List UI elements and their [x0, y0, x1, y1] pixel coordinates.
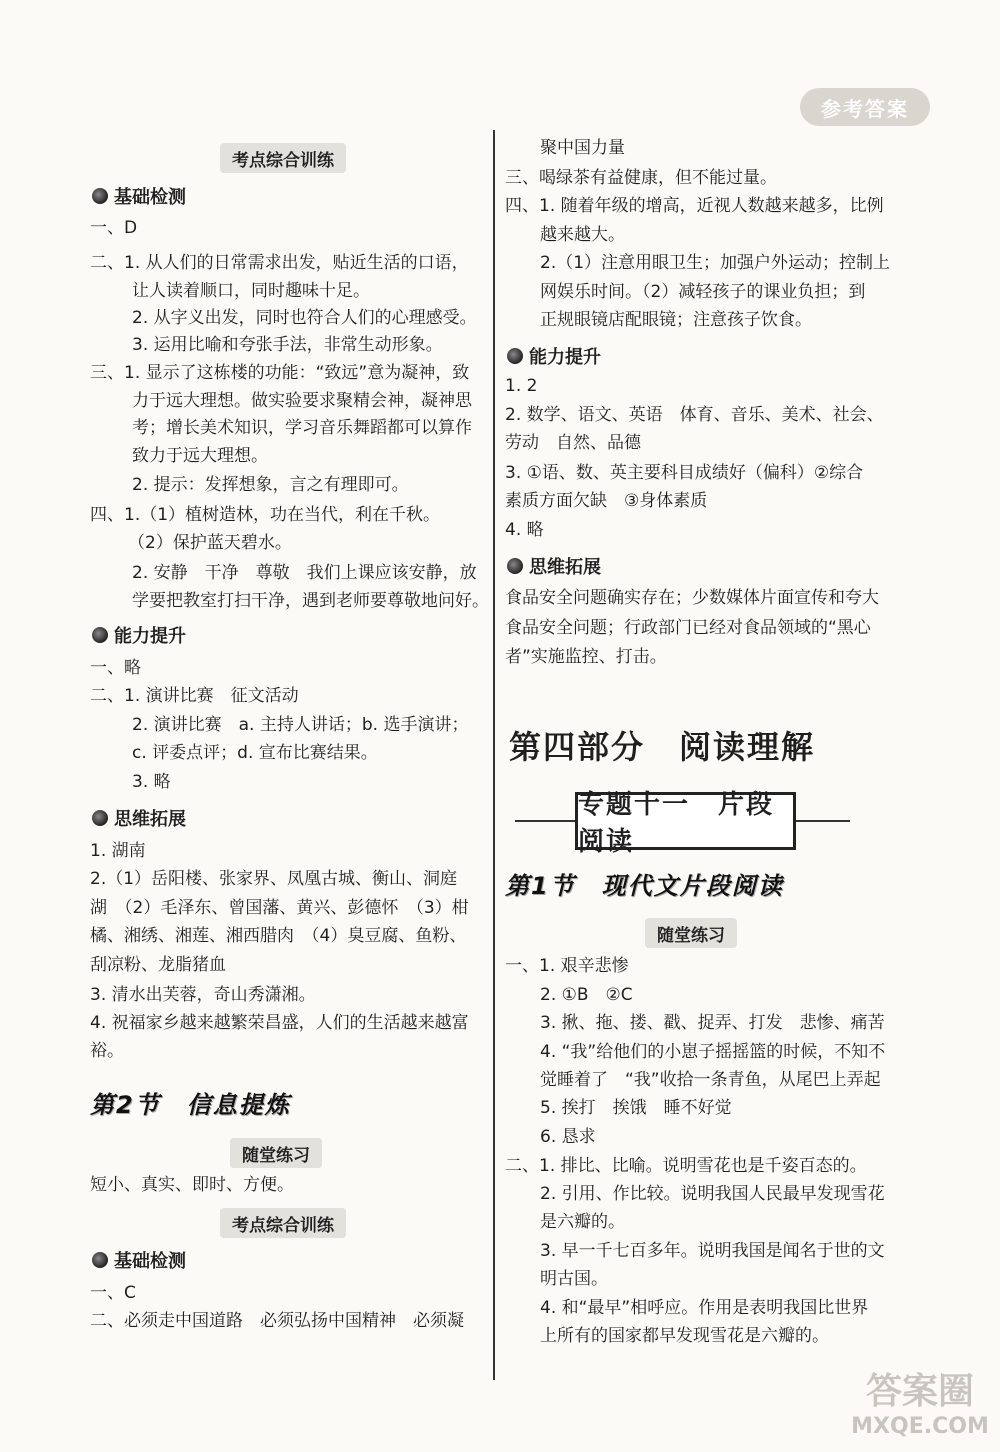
- answer-line: 食品安全问题确实存在；少数媒体片面宣传和夸大: [505, 588, 879, 608]
- answer-line: 考；增长美术知识，学习音乐舞蹈都可以算作: [132, 418, 472, 438]
- bullet-icon: [92, 627, 108, 643]
- answer-key-badge: 参考答案: [800, 88, 930, 126]
- answer-line: 三、1. 显示了这栋楼的功能：“致远”意为凝神，致: [90, 363, 470, 383]
- answer-line: 者”实施监控、打击。: [505, 647, 667, 667]
- section-heading-1: 第1节 现代文片段阅读: [505, 872, 784, 900]
- answer-line: 4. 略: [505, 520, 544, 540]
- answer-line: 1. 2: [505, 376, 538, 396]
- answer-line: 聚中国力量: [540, 138, 625, 158]
- answer-line: 劳动 自然、品德: [505, 433, 641, 453]
- section-box-practice: 随堂练习: [230, 1138, 322, 1168]
- bullet-icon: [507, 558, 523, 574]
- subhead-label: 思维拓展: [114, 809, 186, 830]
- answer-line: 二、1. 从人们的日常需求出发，贴近生活的口语，: [90, 253, 469, 273]
- answer-line: 3. 早一千七百多年。说明我国是闻名于世的文: [540, 1241, 885, 1261]
- answer-line: 一、1. 艰辛悲惨: [505, 956, 629, 976]
- answer-line: 6. 恳求: [540, 1127, 596, 1147]
- answer-line: 觉睡着了 “我”收拾一条青鱼，从尾巴上弄起: [540, 1070, 881, 1090]
- topic-banner: [515, 790, 850, 857]
- watermark-url: MXQE.COM: [851, 1414, 989, 1439]
- bullet-icon: [92, 1252, 108, 1268]
- answer-line: 2.（1）岳阳楼、张家界、凤凰古城、衡山、洞庭: [90, 869, 458, 889]
- answer-line: 3. 清水出芙蓉，奇山秀潇湘。: [90, 985, 316, 1005]
- answer-line: 4. 祝福家乡越来越繁荣昌盛，人们的生活越来越富: [90, 1013, 469, 1033]
- answer-line: （2）保护蓝天碧水。: [128, 533, 292, 553]
- subhead-label: 基础检测: [114, 1251, 186, 1272]
- bullet-icon: [92, 810, 108, 826]
- answer-line: 5. 挨打 挨饿 睡不好觉: [540, 1098, 732, 1118]
- answer-line: 一、C: [90, 1283, 136, 1303]
- answer-line: 2. ①B ②C: [540, 985, 633, 1005]
- part-title: 第四部分 阅读理解: [509, 728, 816, 766]
- answer-line: 食品安全问题；行政部门已经对食品领域的“黑心: [505, 618, 871, 638]
- answer-line: 2.（1）注意用眼卫生；加强户外运动；控制上: [540, 253, 891, 273]
- subhead-ability: [507, 343, 601, 369]
- subhead-label: 基础检测: [114, 187, 186, 208]
- column-divider: [493, 130, 495, 1380]
- answer-line: 3. 运用比喻和夸张手法，非常生动形象。: [132, 335, 443, 355]
- answer-line: 4. “我”给他们的小崽子摇摇篮的时候，不知不: [540, 1042, 886, 1062]
- answer-line: 湖 （2）毛泽东、曾国藩、黄兴、彭德怀 （3）柑: [90, 898, 469, 918]
- answer-line: 学要把教室打扫干净，遇到老师要尊敬地问好。: [132, 591, 489, 611]
- answer-line: 2. 从字义出发，同时也符合人们的心理感受。: [132, 308, 477, 328]
- subhead-label: 能力提升: [114, 626, 186, 647]
- subhead-basic: [92, 1247, 186, 1273]
- bullet-icon: [507, 348, 523, 364]
- answer-line: 1. 湖南: [90, 841, 146, 861]
- answer-line: 四、1. 随着年级的增高，近视人数越来越多，比例: [505, 196, 884, 216]
- section-box-comprehensive: 考点综合训练: [220, 1208, 346, 1238]
- answer-line: 2. 提示：发挥想象，言之有理即可。: [132, 475, 409, 495]
- bullet-icon: [92, 188, 108, 204]
- answer-line: 正规眼镜店配眼镜；注意孩子饮食。: [540, 310, 812, 330]
- answer-line: 素质方面欠缺 ③身体素质: [505, 491, 708, 511]
- subhead-thinking: [507, 553, 601, 579]
- answer-line: 四、1.（1）植树造林，功在当代，利在千秋。: [90, 505, 441, 525]
- answer-line: 二、1. 演讲比赛 征文活动: [90, 686, 299, 706]
- answer-line: 越来越大。: [540, 225, 625, 245]
- section-box-practice: 随堂练习: [645, 918, 737, 948]
- answer-line: 一、D: [90, 218, 138, 238]
- answer-line: 裕。: [90, 1041, 124, 1061]
- answer-line: 是六瓣的。: [540, 1212, 625, 1232]
- answer-line: 2. 数学、语文、英语 体育、音乐、美术、社会、: [505, 405, 884, 425]
- answer-line: 二、1. 排比、比喻。说明雪花也是千姿百态的。: [505, 1156, 867, 1176]
- subhead-label: 能力提升: [529, 347, 601, 368]
- section-heading-2: 第2节 信息提炼: [90, 1091, 291, 1119]
- answer-line: c. 评委点评；d. 宣布比赛结果。: [132, 743, 378, 763]
- answer-line: 明古国。: [540, 1269, 608, 1289]
- subhead-basic: [92, 183, 186, 209]
- answer-line: 橘、湘绣、湘莲、湘西腊肉 （4）臭豆腐、鱼粉、: [90, 926, 467, 946]
- answer-line: 力于远大理想。做实验要求聚精会神，凝神思: [132, 391, 472, 411]
- answer-line: 刮凉粉、龙脂猪血: [90, 955, 226, 975]
- answer-line: 三、喝绿茶有益健康，但不能过量。: [505, 168, 777, 188]
- watermark-text: 答案圈: [865, 1371, 974, 1412]
- answer-line: 让人读着顺口，同时趣味十足。: [132, 281, 370, 301]
- subhead-label: 思维拓展: [529, 557, 601, 578]
- answer-line: 一、略: [90, 658, 141, 678]
- topic-title: 专题十一 片段阅读: [575, 792, 796, 850]
- section-box-comprehensive: 考点综合训练: [220, 143, 346, 173]
- answer-line: 短小、真实、即时、方便。: [90, 1175, 294, 1195]
- answer-line: 2. 引用、作比较。说明我国人民最早发现雪花: [540, 1184, 885, 1204]
- answer-line: 3. ①语、数、英主要科目成绩好（偏科）②综合: [505, 463, 864, 483]
- answer-line: 4. 和“最早”相呼应。作用是表明我国比世界: [540, 1298, 869, 1318]
- watermark-logo: [850, 1370, 990, 1450]
- subhead-ability: [92, 622, 186, 648]
- answer-line: 3. 揪、拖、搂、戳、捉弄、打发 悲惨、痛苦: [540, 1013, 885, 1033]
- answer-line: 上所有的国家都早发现雪花是六瓣的。: [540, 1326, 829, 1346]
- subhead-thinking: [92, 805, 186, 831]
- answer-line: 二、必须走中国道路 必须弘扬中国精神 必须凝: [90, 1311, 464, 1331]
- answer-line: 2. 安静 干净 尊敬 我们上课应该安静，放: [132, 563, 477, 583]
- answer-line: 2. 演讲比赛 a. 主持人讲话；b. 选手演讲；: [132, 715, 469, 735]
- answer-line: 3. 略: [132, 772, 171, 792]
- answer-line: 致力于远大理想。: [132, 446, 268, 466]
- answer-line: 网娱乐时间。（2）减轻孩子的课业负担；到: [540, 282, 866, 302]
